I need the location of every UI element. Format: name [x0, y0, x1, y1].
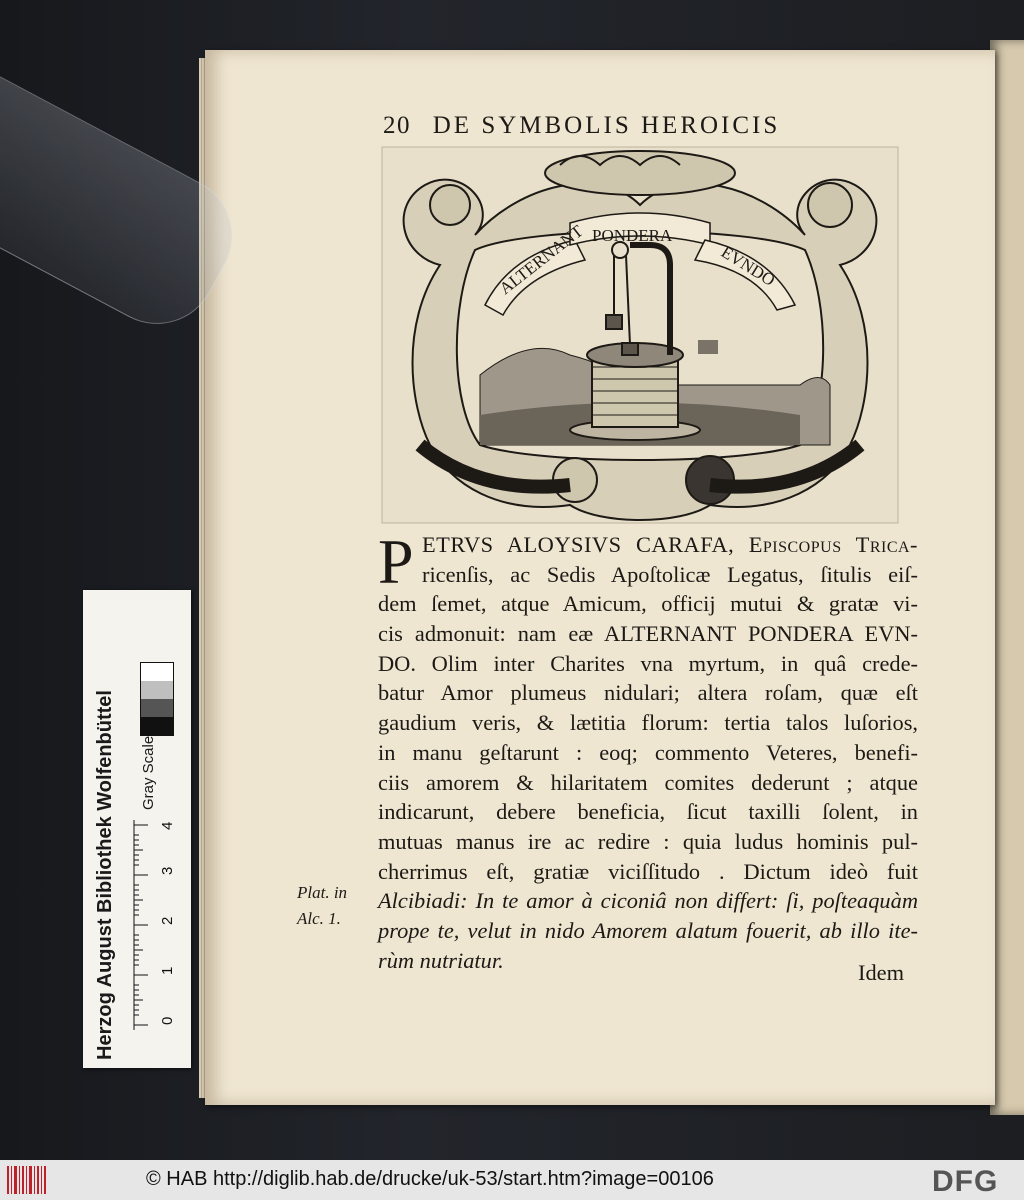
body-text	[378, 526, 918, 975]
text-line: Alcibiadi: In te amor à ciconiâ non differt: ſi, poſteaquàm	[378, 888, 918, 914]
text-line: rùm nutriatur.	[378, 947, 504, 973]
cartouche-frame	[404, 151, 877, 520]
institution-label: Herzog August Bibliothek Wolfenbüttel	[94, 690, 116, 1060]
ruler	[128, 820, 184, 1045]
motto-left: ALTERNANT	[495, 221, 587, 299]
motto-center: PONDERA	[592, 226, 673, 245]
hab-barcode-logo-icon	[6, 1166, 46, 1194]
catchword: Idem	[858, 960, 905, 985]
copyright-url: © HAB http://diglib.hab.de/drucke/uk-53/start.htm?image=00106	[146, 1168, 714, 1190]
text-line: ETRVS ALOYSIVS CARAFA, Epiſcopus Trica-	[422, 532, 918, 557]
drop-capital: P	[378, 526, 414, 597]
emblem-engraving	[380, 145, 900, 525]
ruler-number: 1	[159, 966, 176, 975]
text-line: ricenſis, ac Sedis Apoſtolicæ Legatus, ſitulis eiſ-	[422, 561, 918, 587]
text-line: mutuas manus ire ac redire : quia ludus hominis pul-	[378, 828, 918, 854]
dfg-logo: DFG	[932, 1165, 999, 1198]
page-number: 20	[383, 112, 411, 139]
motto-right: EVNDO	[717, 242, 779, 290]
text-line: prope te, velut in nido Amorem alatum fouerit, ab illo ite-	[378, 917, 918, 943]
marginal-note-line: Alc. 1.	[297, 909, 341, 928]
text-line: batur Amor plumeus nidulari; altera roſam, quæ eſt	[378, 680, 918, 706]
ruler-number: 2	[159, 916, 176, 925]
facing-page-edge	[990, 40, 1024, 1115]
text-line: cherrimus eſt, gratiæ viciſſitudo . Dictum ideò fuit	[378, 858, 918, 884]
marginal-note	[297, 880, 347, 932]
gray-swatches	[140, 662, 174, 736]
text-line: in manu geſtarunt : eoq; commento Veteres, benefi-	[378, 739, 918, 765]
running-title: DE SYMBOLIS HEROICIS	[432, 112, 781, 139]
running-head	[383, 112, 863, 140]
text-line: DO. Olim inter Charites vna myrtum, in quâ crede-	[378, 650, 918, 676]
text-line: ciis amorem & hilaritatem comites dederunt ; atque	[378, 769, 918, 795]
gray-scale-label: Gray Scale	[140, 735, 157, 810]
ruler-number: 3	[159, 866, 176, 875]
ruler-number: 0	[159, 1016, 176, 1025]
text-line: indicarunt, debere beneficia, ſicut taxilli ſolent, in	[378, 799, 918, 825]
ruler-number: 4	[159, 821, 176, 830]
marginal-note-line: Plat. in	[297, 883, 348, 902]
text-line: cis admonuit: nam eæ ALTERNANT PONDERA EVN-	[378, 621, 918, 647]
text-line: gaudium veris, & lætitia florum: tertia talos luſorios,	[378, 710, 918, 736]
text-line: dem ſemet, atque Amicum, officij mutui & gratæ vi-	[378, 591, 918, 617]
